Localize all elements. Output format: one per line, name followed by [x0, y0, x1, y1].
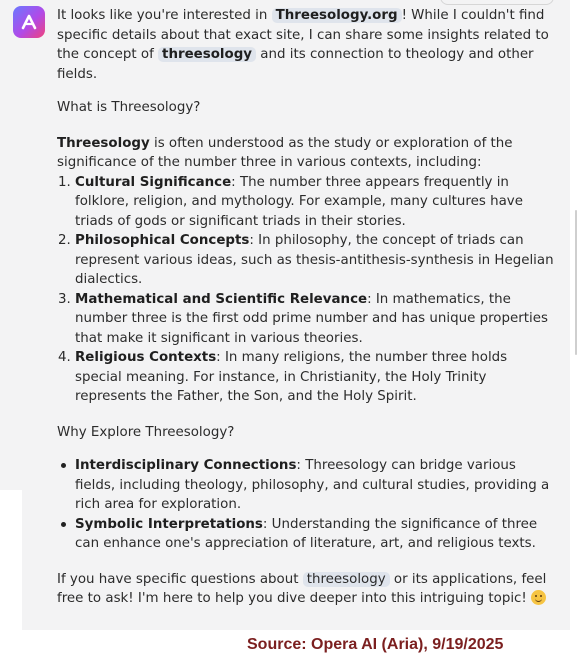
previous-message-edge — [440, 0, 554, 5]
section-heading-what: What is Threesology? — [57, 100, 201, 115]
list-item: Interdisciplinary Connections: Threesology can bridge various fields, including theology, philosophy, and cultural studies, providing a rich area for exploration. — [75, 456, 557, 515]
list-item: Symbolic Interpretations: Understanding the significance of three can enhance one's appreciation of literature, art, and religious texts. — [75, 515, 557, 554]
source-caption: Source: Opera AI (Aria), 9/19/2025 — [247, 636, 504, 653]
site-link-chip[interactable]: Threesology.org — [272, 8, 402, 23]
numbered-list — [57, 173, 557, 407]
section-heading-why: Why Explore Threesology? — [57, 424, 235, 440]
bullet-list — [57, 456, 557, 554]
list-item: 4. Religious Contexts: In many religions, the number three holds special meaning. For instance, in Christianity, the Holy Trinity represents the Father, the Son, and the Holy Spirit. — [75, 348, 557, 407]
list-item: 1. Cultural Significance: The number three appears frequently in folklore, religion, and mythology. For example, many cultures have triads of gods or significant triads in their stories. — [75, 173, 557, 232]
list-item: 3. Mathematical and Scientific Relevance: In mathematics, the number three is the first odd prime number and has unique properties that make it significant in various theories. — [75, 290, 557, 349]
definition-paragraph: Threesology is often understood as the study or exploration of the significance of the number three in various contexts, including: — [57, 135, 513, 170]
term-chip[interactable]: threesology — [303, 572, 390, 587]
aria-logo-icon — [13, 6, 45, 38]
bullet-icon — [61, 463, 66, 468]
term-chip[interactable]: threesology — [158, 47, 256, 62]
assistant-message — [57, 6, 557, 609]
smiling-face-emoji-icon — [531, 590, 546, 605]
intro-paragraph: It looks like you're interested in Threesology.org ! While I couldn't find specific details about that exact site, I can share some insights related to the concept of threesology and its connection to theology and other fields. — [57, 8, 549, 82]
scrollbar[interactable] — [575, 210, 577, 355]
closing-paragraph: If you have specific questions about threesology or its applications, feel free to ask! I'm here to help you dive deeper into this intriguing topic! — [57, 571, 547, 606]
list-item: 2. Philosophical Concepts: In philosophy, the concept of triads can represent various ideas, such as thesis-antithesis-synthesis in Hegelian dialectics. — [75, 231, 557, 290]
bullet-icon — [61, 522, 66, 527]
